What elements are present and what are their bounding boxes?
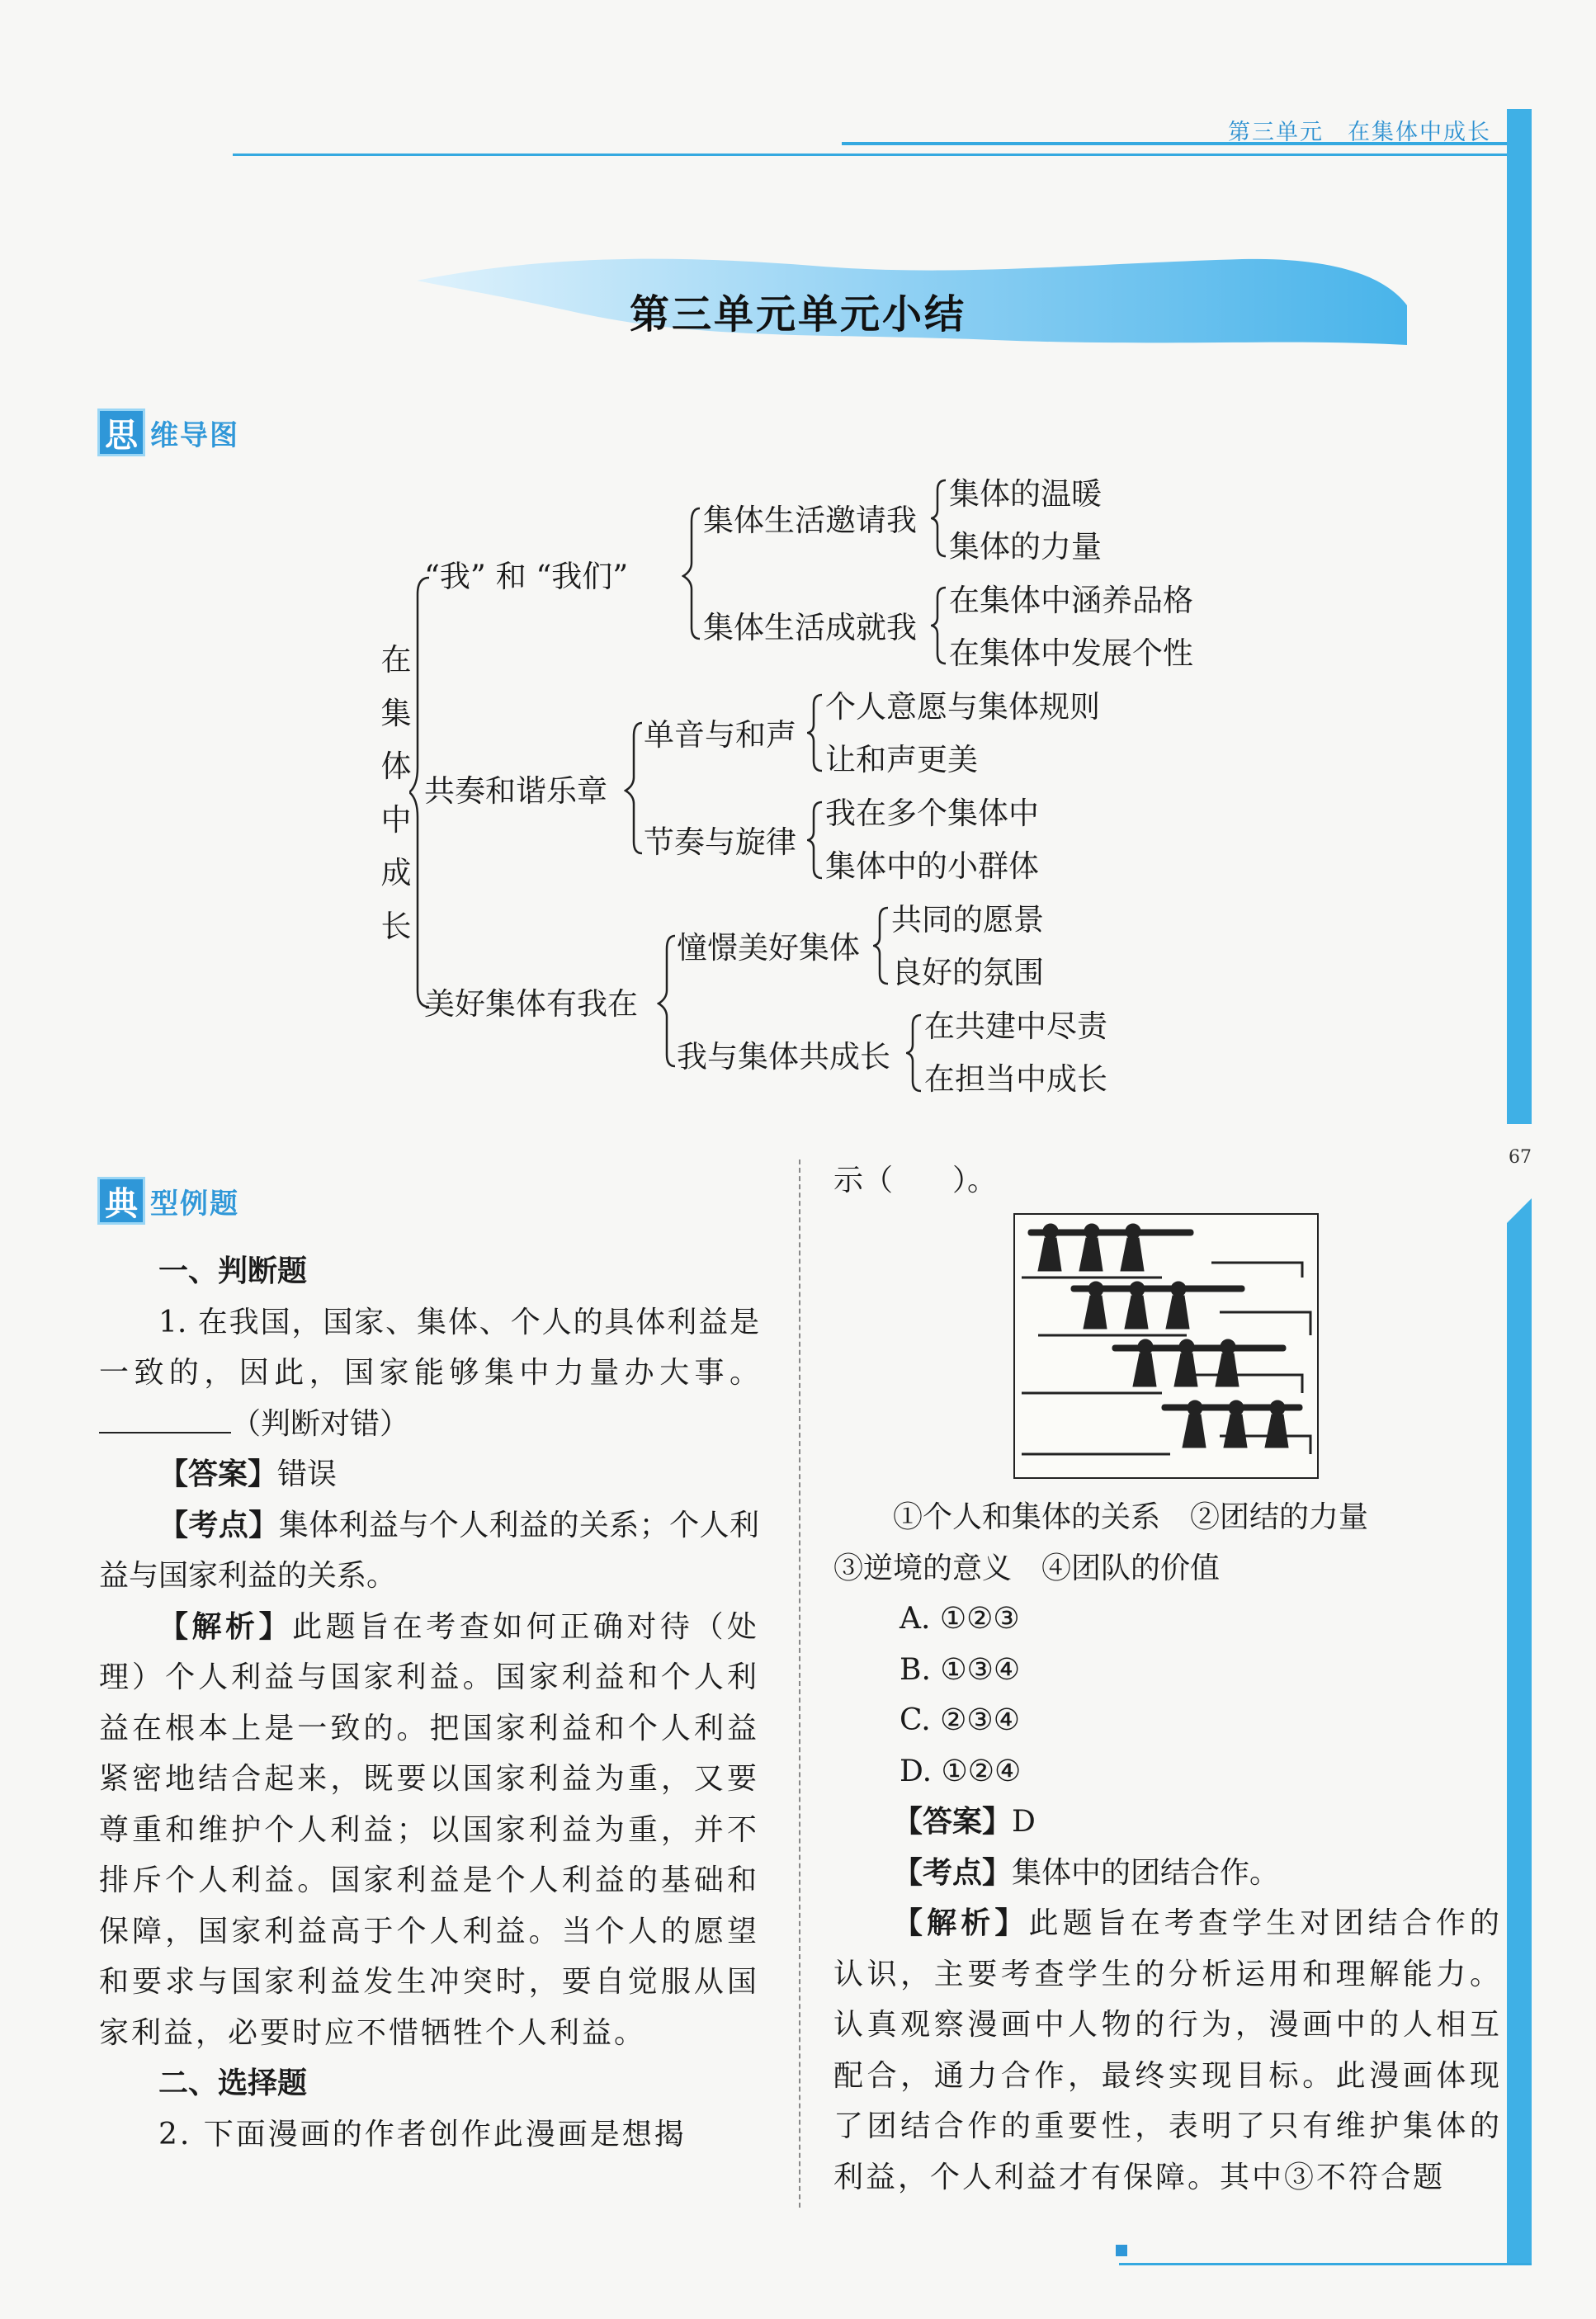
branch-1-label: “我” 和 “我们”	[424, 559, 629, 594]
brace-branch-3	[657, 931, 678, 1071]
b1-child-1: 集体生活邀请我	[703, 503, 917, 538]
q2-statements-1: ①个人和集体的关系 ②团结的力量	[893, 1500, 1369, 1534]
b2-child-1: 单音与和声	[644, 717, 796, 753]
root-char: 集	[380, 695, 412, 731]
q2-analysis	[833, 1898, 1502, 2203]
answer-value: D	[1012, 1805, 1036, 1839]
point-value: 集体利益与个人利益的关系；个人利益与国家利益的关系。	[99, 1508, 759, 1593]
q1-point	[99, 1500, 759, 1602]
brace-b1-c2	[931, 584, 947, 667]
answer-blank	[99, 1407, 231, 1433]
left-column	[99, 1246, 759, 2160]
brace-b1-c1	[931, 477, 947, 560]
option-c: C. ②③④	[900, 1703, 1020, 1737]
brace-branch-1	[682, 503, 703, 644]
option-a: A. ①②③	[900, 1602, 1020, 1636]
answer-label: 【答案】	[158, 1457, 278, 1491]
bottom-marker	[1116, 2245, 1127, 2256]
q1-stem-tail: （判断对错）	[231, 1406, 410, 1441]
root-char: 体	[380, 749, 412, 784]
analysis-text: 此题旨在考查如何正确对待（处理）个人利益与国家利益。国家利益和个人利益在根本上是一致的。把国家利益和个人利益紧密地结合起来，既要以国家利益为重，又要尊重和维护个人利益；以国家利益为重，并不排斥个人利益。国家利益是个人利益的基础和保障，国家利益高于个人利益。当个人的愿望和要求与国家利益发生冲突时，要自觉服从国家利益，必要时应不惜牺牲个人利益。	[99, 1609, 759, 2050]
root-char: 中	[380, 801, 412, 838]
b2-c2-leaf-1: 我在多个集体中	[825, 796, 1039, 831]
q1-stem-text: 1. 在我国，国家、集体、个人的具体利益是一致的，因此，国家能够集中力量办大事。	[99, 1305, 759, 1390]
q1-heading: 一、判断题	[158, 1254, 308, 1288]
running-head: 第三单元 在集体中成长	[1228, 120, 1491, 145]
side-bar-top	[1507, 109, 1532, 1124]
b2-c1-leaf-1: 个人意愿与集体规则	[825, 689, 1100, 725]
answer-value: 错误	[277, 1457, 338, 1491]
brace-b2-c2	[807, 799, 824, 881]
root-char: 成	[380, 855, 412, 890]
q2-stem-cont: 示（ ）。	[833, 1164, 998, 1197]
header-rule-main	[233, 153, 1507, 156]
b3-c1-leaf-2: 良好的氛围	[891, 955, 1044, 990]
page-title: 第三单元单元小结	[629, 291, 966, 338]
b1-child-2: 集体生活成就我	[703, 610, 917, 645]
b1-c1-leaf-2: 集体的力量	[949, 529, 1102, 564]
examples-heading	[97, 1177, 239, 1225]
right-column	[833, 1155, 1502, 1207]
q2-answer	[833, 1797, 1502, 1848]
option-b: B. ①③④	[900, 1652, 1021, 1687]
brace-b3-c1	[873, 904, 890, 987]
b1-c2-leaf-1: 在集体中涵养品格	[949, 583, 1193, 618]
bottom-rule	[1119, 2263, 1532, 2265]
q2-heading: 二、选择题	[158, 2066, 308, 2100]
q2-stem: 2. 下面漫画的作者创作此漫画是想揭	[158, 2117, 687, 2151]
q1-answer	[99, 1449, 759, 1500]
analysis-label: 【解析】	[893, 1906, 1029, 1940]
b1-c1-leaf-1: 集体的温暖	[949, 476, 1102, 512]
point-value: 集体中的团结合作。	[1012, 1855, 1280, 1890]
b2-c2-leaf-2: 集体中的小群体	[825, 848, 1039, 884]
point-label: 【考点】	[893, 1855, 1013, 1890]
page-number: 67	[1509, 1147, 1532, 1168]
analysis-text: 此题旨在考查学生对团结合作的认识，主要考查学生的分析运用和理解能力。认真观察漫画中人物的行为，漫画中的人相互配合，通力合作，最终实现目标。此漫画体现了团结合作的重要性，表明了只有维护集体的利益，个人利益才有保障。其中③不符合题	[833, 1906, 1502, 2194]
root-char: 长	[380, 908, 412, 944]
b3-c2-leaf-2: 在担当中成长	[924, 1061, 1107, 1097]
b3-child-2: 我与集体共成长	[677, 1039, 890, 1074]
column-divider	[799, 1160, 800, 2208]
examples-badge: 典	[97, 1177, 145, 1225]
side-bar-notch	[1507, 1198, 1532, 1223]
right-column-lower	[833, 1492, 1502, 2203]
branch-2-label: 共奏和谐乐章	[424, 773, 607, 809]
q2-statements-2: ③逆境的意义 ④团队的价值	[833, 1551, 1221, 1585]
b2-c1-leaf-2: 让和声更美	[825, 742, 978, 777]
b3-c1-leaf-1: 共同的愿景	[891, 902, 1044, 938]
option-d: D. ①②④	[900, 1754, 1022, 1788]
q1-analysis	[99, 1602, 759, 2059]
side-bar-bottom	[1507, 1198, 1532, 2263]
b3-child-1: 憧憬美好集体	[677, 930, 860, 966]
answer-label: 【答案】	[893, 1805, 1013, 1839]
point-label: 【考点】	[158, 1508, 279, 1542]
b1-c2-leaf-2: 在集体中发展个性	[949, 635, 1193, 671]
brace-b3-c2	[906, 1012, 923, 1094]
q2-point	[833, 1848, 1502, 1899]
brace-branch-2	[624, 718, 645, 858]
mindmap-heading	[97, 409, 239, 456]
mindmap-badge: 思	[97, 409, 145, 456]
b2-child-2: 节奏与旋律	[644, 824, 796, 860]
comic-illustration	[1013, 1213, 1319, 1479]
q1-stem	[99, 1297, 759, 1450]
examples-heading-text: 型例题	[150, 1187, 239, 1221]
branch-3-label: 美好集体有我在	[424, 986, 638, 1022]
b3-c2-leaf-1: 在共建中尽责	[924, 1008, 1107, 1044]
mindmap-heading-text: 维导图	[150, 418, 239, 452]
brace-b2-c1	[807, 692, 824, 774]
root-char: 在	[380, 642, 412, 678]
mindmap-root	[380, 634, 413, 953]
analysis-label: 【解析】	[158, 1609, 293, 1644]
